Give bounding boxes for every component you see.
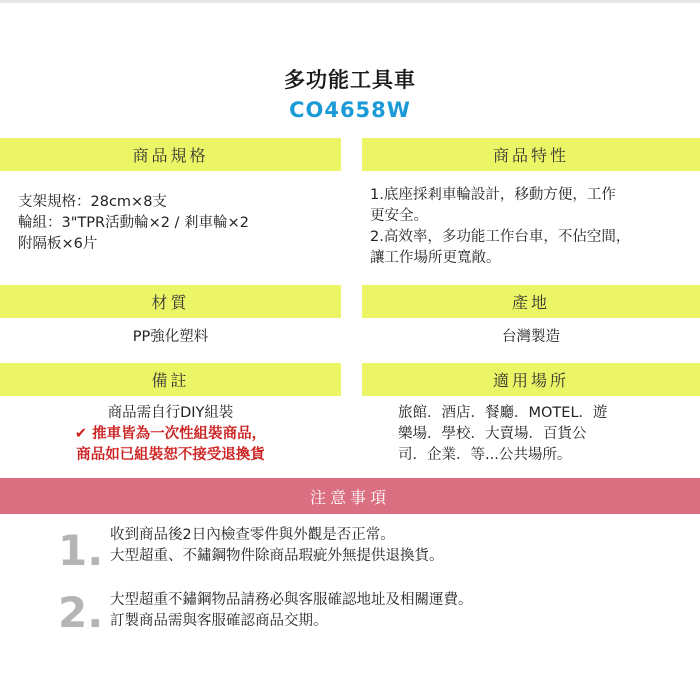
venue-line: 樂場．學校．大賣場．百貨公 [398,426,587,442]
notice-item [110,525,444,567]
origin-header: 產地 [362,285,700,318]
venues-header: 適用場所 [362,363,700,396]
material-value: PP強化塑料 [132,329,209,345]
remark-line: 商品需自行DIY組裝 [107,405,234,421]
feature-line: 2.高效率，多功能工作台車，不佔空間， [370,229,631,245]
check-icon: ✔ [74,426,88,442]
specs-content [18,192,249,255]
notice-header: 注意事項 [0,478,700,514]
notice-item [110,590,473,632]
feature-line: 1.底座採剎車輪設計，移動方便，工作 [370,187,616,203]
notice-number: 1. [58,526,104,575]
product-title: 多功能工具車 [284,68,416,92]
origin-value: 台灣製造 [502,329,560,345]
remark-warning-text: 推車皆為一次性組裝商品， [92,426,267,442]
remark-warning-line2: 商品如已組裝恕不接受退換貨 [76,447,265,463]
notice-line: 訂製商品需與客服確認商品交期。 [110,613,328,629]
spec-line: 輪組：3"TPR活動輪×2 / 剎車輪×2 [18,215,249,231]
features-header: 商品特性 [362,138,700,171]
venue-line: 司．企業．等...公共場所。 [398,447,572,463]
notice-line: 大型超重不鏽鋼物品請務必與客服確認地址及相關運費。 [110,592,473,608]
spec-line: 支架規格：28cm×8支 [18,194,167,210]
spec-line: 附隔板×6片 [18,236,98,252]
feature-line: 更安全。 [370,208,428,224]
venue-line: 旅館．酒店．餐廳．MOTEL．遊 [398,405,608,421]
remark-warning [0,424,341,445]
specs-header: 商品規格 [0,138,341,171]
feature-line: 讓工作場所更寬敞。 [370,250,501,266]
top-divider [0,0,700,3]
product-model: CO4658W [289,98,411,122]
features-content [370,185,630,269]
material-header: 材質 [0,285,341,318]
remarks-content [0,403,341,466]
remarks-header: 備註 [0,363,341,396]
venues-content [398,403,608,466]
notice-line: 大型超重、不鏽鋼物件除商品瑕疵外無提供退換貨。 [110,548,444,564]
notice-line: 收到商品後2日內檢查零件與外觀是否正常。 [110,527,395,543]
notice-number: 2. [58,588,104,637]
